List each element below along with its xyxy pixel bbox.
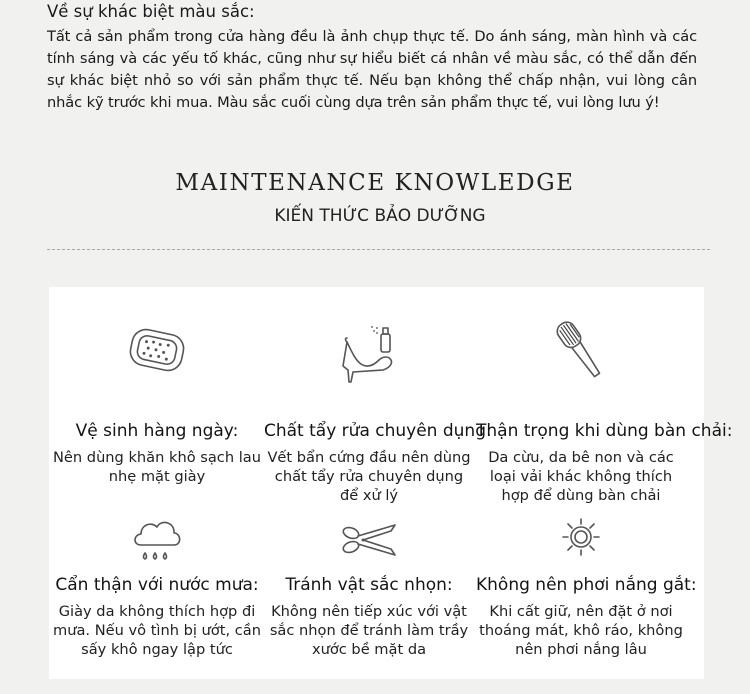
color-difference-notice [47, 2, 697, 114]
notice-body: Tất cả sản phẩm trong cửa hàng đều là ảnh chụp thực tế. Do ánh sáng, màn hình và các tính sáng và các yếu tố khác, cũng như sự hiểu biết cá nhân về màu sắc, có thể dẫn đến sự khác biệt nhỏ so với sản phẩm thực tế. Nếu bạn không thể chấp nhận, vui lòng cân nhắc kỹ trước khi mua. Màu sắc cuối cùng dựa trên sản phẩm thực tế, vui lòng lưu ý! [47, 28, 697, 111]
scissors-icon [333, 507, 405, 571]
item-title: Vệ sinh hàng ngày: [75, 421, 239, 441]
item-description: Nên dùng khăn khô sạch lau nhẹ mặt giày [53, 449, 261, 485]
maintenance-item-rain [52, 507, 262, 659]
item-description: Không nên tiếp xúc với vật sắc nhọn để tránh làm trầy xước bề mặt da [269, 603, 469, 658]
item-description: Da cừu, da bê non và các loại vải khác không thích hợp để dùng bàn chải [488, 449, 674, 504]
maintenance-item-sunlight [476, 507, 697, 659]
item-title: Tránh vật sắc nhọn: [285, 575, 453, 595]
maintenance-item-brush [476, 320, 733, 505]
rain-cloud-icon [121, 507, 193, 571]
item-title: Cẩn thận với nước mưa: [55, 575, 259, 595]
notice-title: Về sự khác biệt màu sắc: [47, 2, 255, 21]
brush-icon [545, 320, 617, 384]
section-heading-vietnamese: KIẾN THỨC BẢO DƯỠNG [274, 206, 486, 226]
spray-high-heel-icon [333, 320, 405, 384]
maintenance-item-cleaner [264, 320, 492, 505]
maintenance-item-sharp-objects [264, 507, 474, 659]
item-title: Thận trọng khi dùng bàn chải: [476, 421, 733, 441]
maintenance-item-daily-cleaning [52, 320, 262, 486]
item-title: Chất tẩy rửa chuyên dụng: [264, 421, 492, 441]
cleaning-sponge-icon [121, 320, 193, 384]
item-description: Giày da không thích hợp đi mưa. Nếu vô tình bị ướt, cần sấy khô ngay lập tức [53, 603, 261, 658]
item-description: Khi cất giữ, nên đặt ở nơi thoáng mát, khô ráo, không nên phơi nắng lâu [479, 603, 683, 658]
dashed-divider [47, 249, 710, 250]
item-title: Không nên phơi nắng gắt: [476, 575, 697, 595]
section-heading-english: MAINTENANCE KNOWLEDGE [175, 170, 575, 196]
maintenance-panel [49, 287, 733, 679]
sun-icon [545, 507, 617, 571]
item-description: Vết bẩn cứng đầu nên dùng chất tẩy rửa chuyên dụng để xử lý [267, 449, 471, 504]
